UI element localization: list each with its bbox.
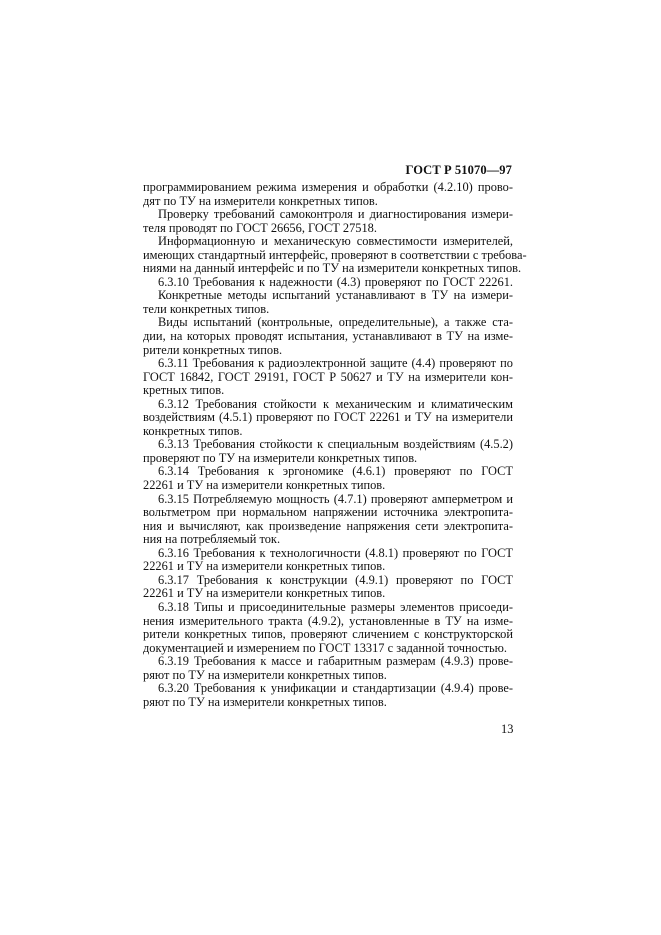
text-line: нения измерительного тракта (4.9.2), установленные в ТУ на изме- <box>143 613 513 628</box>
document-body <box>143 180 527 709</box>
text-line: 6.3.19 Требования к массе и габаритным размерам (4.9.3) прове- <box>158 654 513 669</box>
text-line: проверяют по ТУ на измерители конкретных типов. <box>143 450 418 465</box>
text-line: вольтметром при нормальном напряжении источника электропита- <box>143 505 513 520</box>
text-line: ния на потребляемый ток. <box>143 532 281 547</box>
text-line: конкретных типов. <box>143 423 243 438</box>
text-line: 6.3.13 Требования стойкости к специальным воздействиям (4.5.2) <box>158 437 513 452</box>
text-line: 6.3.20 Требования к унификации и стандартизации (4.9.4) прове- <box>158 681 513 696</box>
text-line: документацией и измерением по ГОСТ 13317 с заданной точностью. <box>143 640 507 655</box>
text-line: 6.3.14 Требования к эргономике (4.6.1) проверяют по ГОСТ <box>158 464 513 479</box>
text-line: теля проводят по ГОСТ 26656, ГОСТ 27518. <box>143 220 377 235</box>
text-line: рители конкретных типов, проверяют сличением с конструкторской <box>143 627 513 642</box>
text-line: 6.3.10 Требования к надежности (4.3) проверяют по ГОСТ 22261. <box>158 274 513 289</box>
text-line: ния и вычисляют, как произведение напряжения сети электропита- <box>143 518 513 533</box>
page-number: 13 <box>501 722 514 736</box>
document-header-standard-id: ГОСТ Р 51070—97 <box>405 163 512 177</box>
text-line: дии, на которых проводят испытания, устанавливают в ТУ на изме- <box>143 329 513 344</box>
text-line: дят по ТУ на измерители конкретных типов. <box>143 193 378 208</box>
text-line: Конкретные методы испытаний устанавливают в ТУ на измери- <box>158 288 513 303</box>
text-line: ниями на данный интерфейс и по ТУ на измерители конкретных типов. <box>143 261 522 276</box>
text-line: ряют по ТУ на измерители конкретных типов. <box>143 694 387 709</box>
text-line: ряют по ТУ на измерители конкретных типов. <box>143 667 387 682</box>
text-line: кретных типов. <box>143 383 225 398</box>
text-line: Проверку требований самоконтроля и диагностирования измери- <box>158 207 513 222</box>
text-line: Информационную и механическую совместимости измерителей, <box>158 234 513 249</box>
text-line: Виды испытаний (контрольные, определительные), а также ста- <box>158 315 513 330</box>
text-line: 6.3.17 Требования к конструкции (4.9.1) проверяют по ГОСТ <box>158 572 513 587</box>
text-line: ГОСТ 16842, ГОСТ 29191, ГОСТ Р 50627 и ТУ на измерители кон- <box>143 369 513 384</box>
text-line: 6.3.18 Типы и присоединительные размеры элементов присоеди- <box>158 599 513 614</box>
text-line: 6.3.12 Требования стойкости к механическим и климатическим <box>158 396 513 411</box>
text-line: имеющих стандартный интерфейс, проверяют в соответствии с требова- <box>143 247 527 262</box>
text-line: 6.3.16 Требования к технологичности (4.8.1) проверяют по ГОСТ <box>158 545 513 560</box>
text-line: 6.3.11 Требования к радиоэлектронной защите (4.4) проверяют по <box>158 356 513 371</box>
text-line: воздействиям (4.5.1) проверяют по ГОСТ 22261 и ТУ на измерители <box>143 410 513 425</box>
text-line: тели конкретных типов. <box>143 301 270 316</box>
text-line: 6.3.15 Потребляемую мощность (4.7.1) проверяют амперметром и <box>158 491 513 506</box>
text-line: 22261 и ТУ на измерители конкретных типов. <box>143 478 386 493</box>
text-line: 22261 и ТУ на измерители конкретных типов. <box>143 586 386 601</box>
text-line: рители конкретных типов. <box>143 342 283 357</box>
text-line: 22261 и ТУ на измерители конкретных типов. <box>143 559 386 574</box>
text-line: программированием режима измерения и обработки (4.2.10) прово- <box>143 180 513 194</box>
